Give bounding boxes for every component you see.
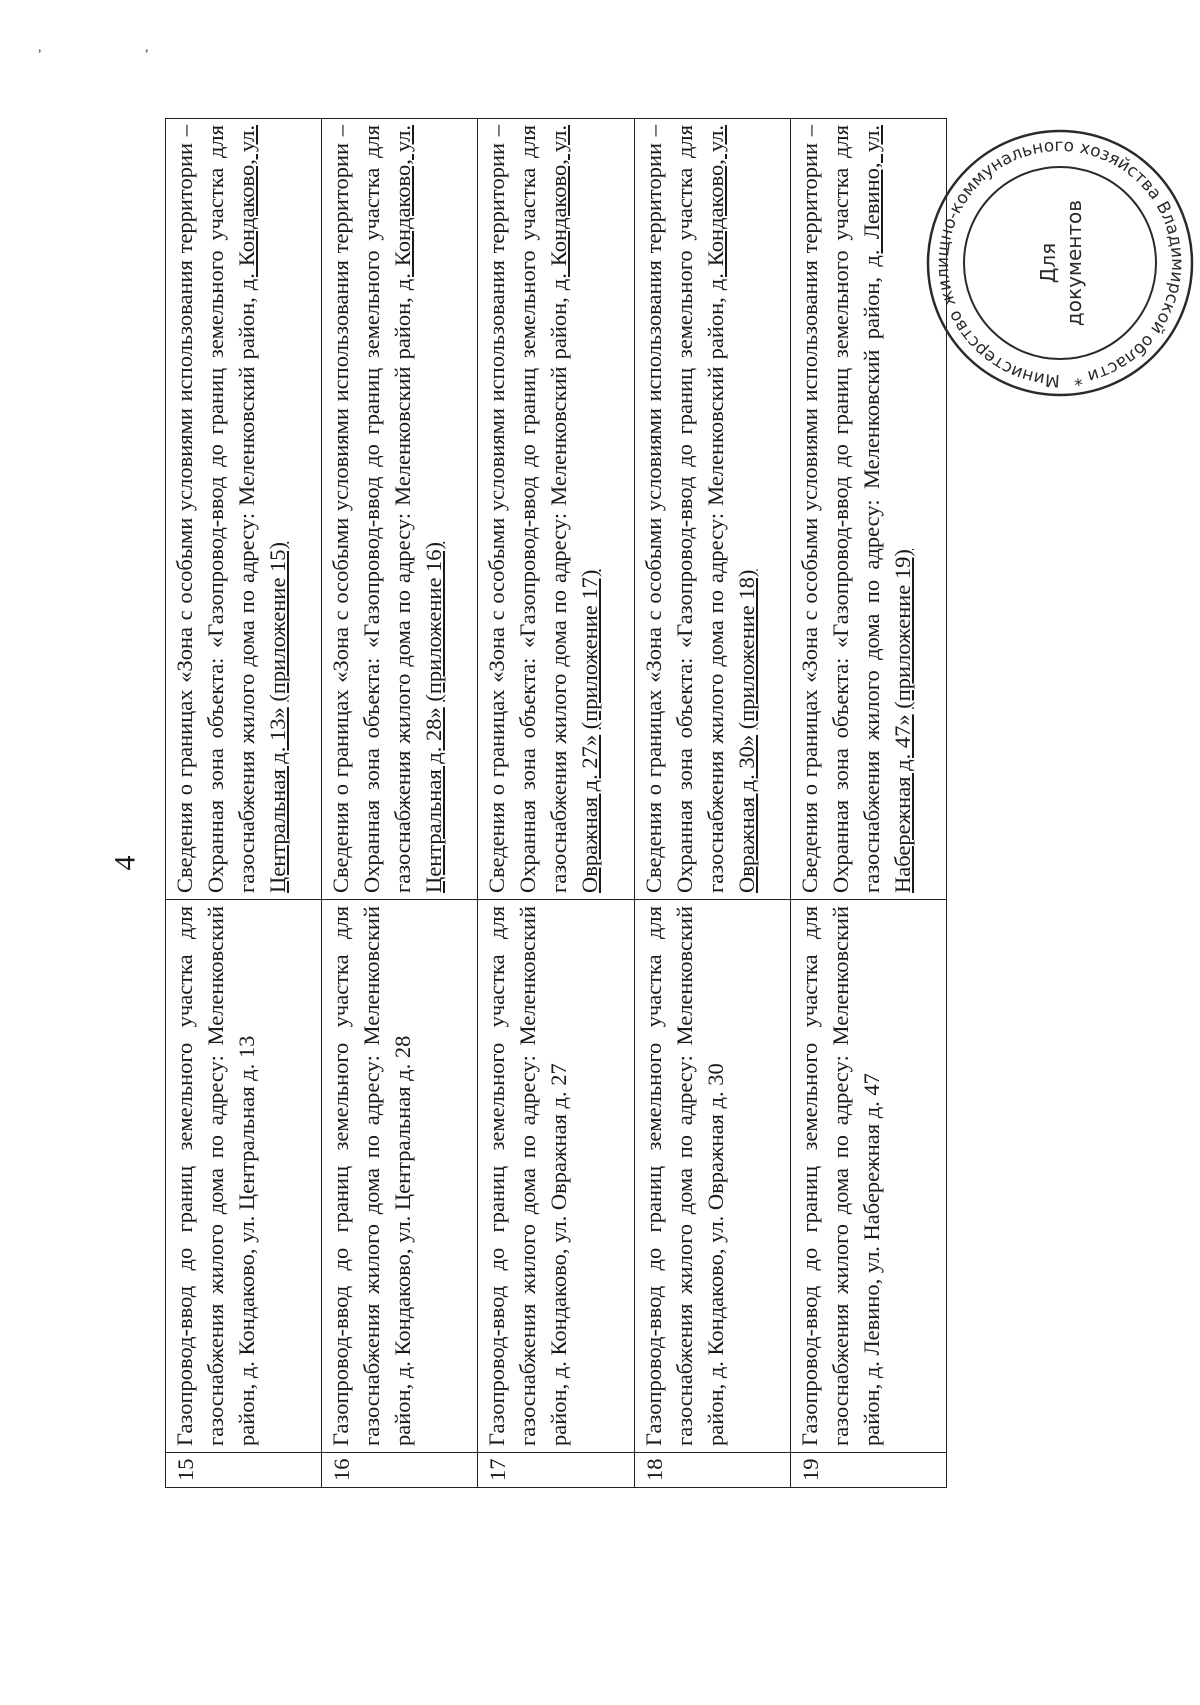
row-number: 15 [166,1453,322,1488]
row-number: 19 [790,1453,946,1488]
seal-ring-text: Министерство жилищно-коммунального хозяйства Владимирской области * [932,135,1188,391]
table-row [478,119,634,1488]
zone-info-appendix: (приложение 15) [265,541,290,702]
zone-info-address: д. Кондаково, ул. Центральная д. 28» [390,124,447,893]
object-name-cell: Газопровод-ввод до границ земельного участка для газоснабжения жилого дома по адресу: Меленковский район, д. Кондаково, ул. Овражная д. 30 [634,900,790,1453]
object-name-cell: Газопровод-ввод до границ земельного участка для газоснабжения жилого дома по адресу: Меленковский район, д. Кондаково, ул. Центральная д. 13 [166,900,322,1453]
registry-table [165,118,947,1488]
zone-info-text: Сведения о границах «Зона с особыми условиями использования территории – Охранная зона объекта: «Газопровод-ввод до границ земельного участка для газоснабжения жилого дома по адресу: Меленковский район, [328,125,416,893]
zone-info-appendix: (приложение 18) [733,569,759,730]
object-name-cell: Газопровод-ввод до границ земельного участка для газоснабжения жилого дома по адресу: Меленковский район, д. Левино, ул. Набережная д. 47 [790,900,946,1453]
zone-info-address: д. Кондаково, ул. Овражная д. 30» [702,124,759,893]
zone-info-appendix: (приложение 19) [889,549,915,709]
seal-center-line2: документов [1062,199,1086,327]
zone-info-cell [166,119,322,900]
table-row [634,119,790,1488]
object-name-cell: Газопровод-ввод до границ земельного участка для газоснабжения жилого дома по адресу: Меленковский район, д. Кондаково, ул. Центральная д. 28 [322,900,478,1453]
zone-info-cell [478,119,634,900]
zone-info-address: д. Кондаково, ул. Центральная д. 13» [234,124,290,893]
scan-specks: , , [38,40,199,55]
zone-info-cell [634,119,790,900]
row-number: 18 [634,1453,790,1488]
table-row [166,119,322,1488]
zone-info-cell [322,119,478,900]
zone-info-appendix: (приложение 16) [421,541,447,702]
zone-info-appendix: (приложение 17) [577,569,603,730]
zone-info-text: Сведения о границах «Зона с особыми условиями использования территории – Охранная зона объекта: «Газопровод-ввод до границ земельного участка для газоснабжения жилого дома по адресу: Меленковский район, [796,125,884,893]
row-number: 16 [322,1453,478,1488]
zone-info-address: д. Левино, ул. Набережная д. 47» [858,125,915,893]
seal-inner-ring [964,167,1156,359]
zone-info-text: Сведения о границах «Зона с особыми условиями использования территории – Охранная зона объекта: «Газопровод-ввод до границ земельного участка для газоснабжения жилого дома по адресу: Меленковский район, [484,125,572,893]
official-seal-stamp [915,118,1200,408]
table-row [322,119,478,1488]
zone-info-address: д. Кондаково, ул. Овражная д. 27» [546,124,603,893]
seal-center-line1: Для [1036,242,1060,284]
page-number: 4 [108,855,142,871]
registry-table-wrapper [165,118,947,1488]
object-name-cell: Газопровод-ввод до границ земельного участка для газоснабжения жилого дома по адресу: Меленковский район, д. Кондаково, ул. Овражная д. 27 [478,900,634,1453]
seal-outer-ring [928,131,1192,395]
zone-info-text: Сведения о границах «Зона с особыми условиями использования территории – Охранная зона объекта: «Газопровод-ввод до границ земельного участка для газоснабжения жилого дома по адресу: Меленковский район, [640,125,728,893]
row-number: 17 [478,1453,634,1488]
zone-info-text: Сведения о границах «Зона с особыми условиями использования территории – Охранная зона объекта: «Газопровод-ввод до границ земельного участка для газоснабжения жилого дома по адресу: Меленковский район, [172,125,259,893]
